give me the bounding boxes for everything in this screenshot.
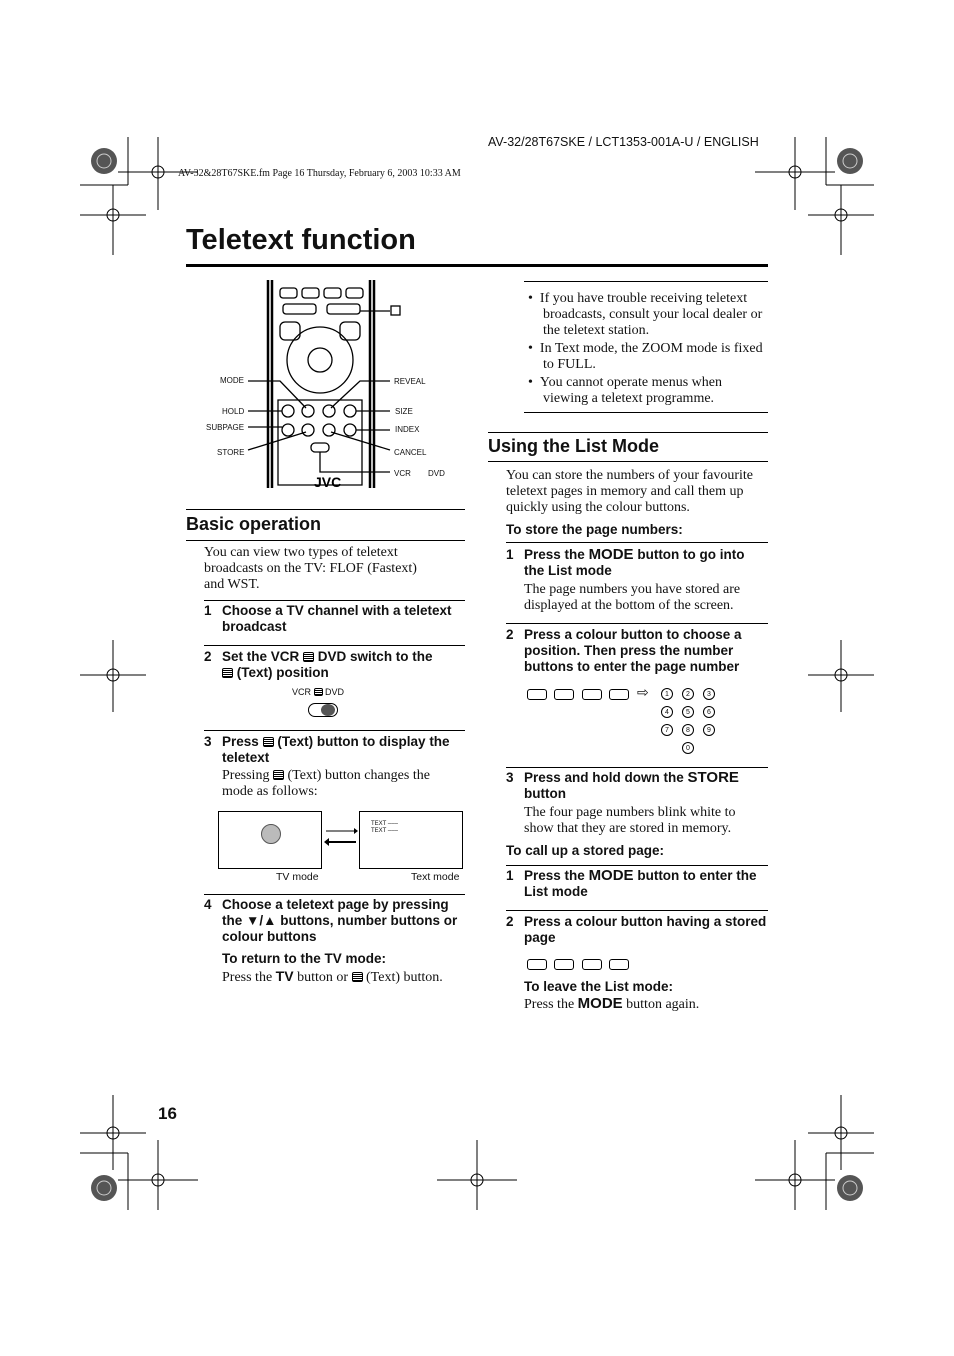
colour-buttons [527,957,637,973]
label-vcr: VCR [394,469,411,478]
list-step-3-desc: The four page numbers blink white to show that they are stored in memory. [524,805,736,836]
basic-step-2: 2 Set the VCR DVD switch to the (Text) position [204,649,433,680]
mode-arrows-icon [324,826,358,851]
text-icon [303,652,314,662]
text-icon [314,688,323,696]
list-step-3: 3 Press and hold down the STORE button [506,769,739,801]
file-info: AV-32&28T67SKE.fm Page 16 Thursday, February 6, 2003 10:33 AM [178,168,461,179]
call-step-2: 2 Press a colour button having a stored page [506,914,767,945]
label-subpage: SUBPAGE [206,423,245,432]
vcr-dvd-switch[interactable]: VCR DVD [292,687,362,721]
list-step-1-desc: The page numbers you have stored are displayed at the bottom of the screen. [524,582,741,613]
svg-text:JVC: JVC [314,474,342,490]
label-hold: HOLD [222,407,245,416]
label-dvd: DVD [428,469,445,478]
basic-step-3: 3 Press (Text) button to display the teletext [204,734,450,765]
page-title: Teletext function [186,224,416,256]
list-step-1: 1 Press the MODE button to go into the List mode [506,546,745,578]
return-tv-text: Press the TV button or (Text) button. [222,968,443,985]
doc-id: AV-32/28T67SKE / LCT1353-001A-U / ENGLISH [488,135,759,149]
list-step-2: 2 Press a colour button to choose a position. Then press the number buttons to enter the page number [506,627,742,674]
call-heading: To call up a stored page: [506,843,665,858]
text-icon [352,972,363,982]
colour-button [582,689,602,700]
tv-mode-screen [218,811,322,869]
label-size: SIZE [395,407,413,416]
list-intro: You can store the numbers of your favourite teletext pages in memory and call them up quickly using the colour buttons. [506,468,754,515]
store-heading: To store the page numbers: [506,522,683,537]
notes-list: • If you have trouble receiving teletext broadcasts, consult your local dealer or the teletext station. • In Text mode, the ZOOM mode is fixed to FULL. • You cannot operate menus when viewing a teletext programme. [528,291,763,406]
leave-heading: To leave the List mode: [524,979,674,994]
colour-button [554,689,574,700]
text-icon [222,668,233,678]
call-step-1: 1 Press the MODE button to enter the List mode [506,867,757,899]
label-store: STORE [217,448,245,457]
colour-and-number-buttons: ⇨ 1 2 3 4 5 6 7 8 9 0 [527,687,707,762]
list-mode-heading: Using the List Mode [488,436,659,456]
basic-step-1: 1 Choose a TV channel with a teletext broadcast [204,603,452,634]
text-mode-screen: TEXT ––– TEXT ––– [359,811,463,869]
colour-button [609,689,629,700]
page-number: 16 [158,1104,177,1123]
label-cancel: CANCEL [394,448,427,457]
remote-control-figure [200,280,460,490]
return-tv-heading: To return to the TV mode: [222,951,386,966]
arrow-right-icon: ⇨ [637,686,649,701]
text-icon [263,737,274,747]
basic-operation-heading: Basic operation [186,514,322,534]
basic-intro: You can view two types of teletext broadcasts on the TV: FLOF (Fastext) and WST. [204,545,417,592]
zoom-button [527,689,547,700]
label-mode: MODE [220,376,244,385]
tv-mode-label: TV mode [276,871,319,883]
leave-text: Press the MODE button again. [524,995,700,1012]
label-reveal: REVEAL [394,377,426,386]
label-index: INDEX [395,425,420,434]
step-3-description: Pressing (Text) button changes the mode as follows: [222,768,430,799]
basic-step-4: 4 Choose a teletext page by pressing the ▼/▲ buttons, number buttons or colour buttons [204,897,458,944]
text-icon [273,770,284,780]
text-mode-label: Text mode [411,871,460,883]
